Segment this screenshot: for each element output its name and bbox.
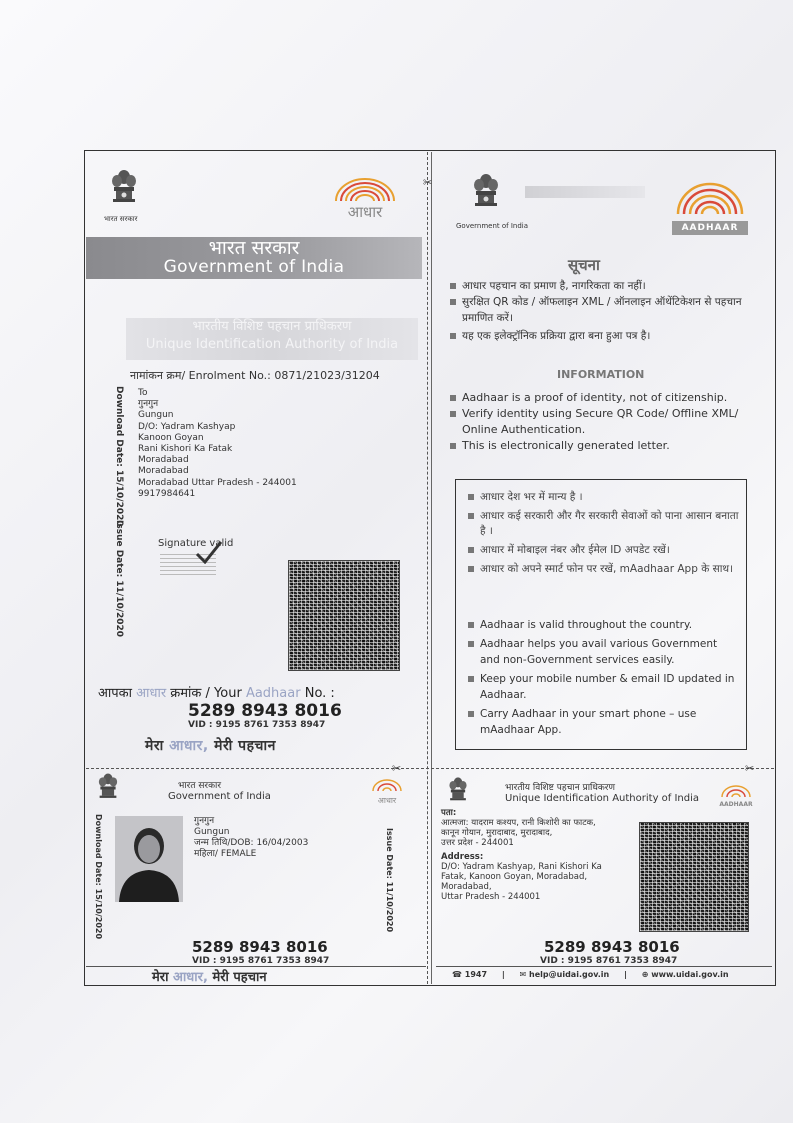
- notice-list-hindi: [450, 278, 760, 344]
- info-item: This is electronically generated letter.: [450, 438, 765, 454]
- information-list: [450, 390, 765, 454]
- holder-name-hindi: गुनगुन: [194, 816, 215, 826]
- notice-item: आधार पहचान का प्रमाण है, नागरिकता का नहीं।: [450, 278, 760, 294]
- enrolment-line: नामांकन क्रम/ Enrolment No.: 0871/21023/31204: [130, 369, 380, 382]
- aadhaar-fingerprint-icon: [330, 176, 400, 202]
- gov-english: Government of India: [163, 257, 345, 277]
- card-uidai-hindi: भारतीय विशिष्ट पहचान प्राधिकरण: [505, 783, 615, 793]
- benefits-list-hindi: [468, 490, 740, 577]
- redacted-text: [525, 186, 645, 198]
- benefit-item: आधार को अपने स्मार्ट फोन पर रखें, mAadhaar App के साथ।: [468, 562, 740, 577]
- card-gov-hindi: भारत सरकार: [178, 781, 222, 791]
- aadhaar-fingerprint-icon: [672, 180, 748, 216]
- address-line: D/O: Yadram Kashyap, Rani Kishori Ka: [441, 862, 602, 872]
- national-emblem-icon: [472, 172, 502, 214]
- vertical-cut-line: [427, 152, 428, 984]
- phone-icon: ☎: [452, 970, 462, 979]
- emblem-caption: Government of India: [456, 222, 529, 230]
- card-vid-number: VID : 9195 8761 7353 8947: [192, 956, 330, 966]
- enrolment-number: 0871/21023/31204: [274, 369, 380, 382]
- card-vid-number: VID : 9195 8761 7353 8947: [540, 956, 678, 966]
- address-line: Kanoon Goyan: [138, 432, 204, 443]
- tagline: मेरा आधार, मेरी पहचान: [145, 738, 276, 754]
- benefit-item: आधार में मोबाइल नंबर और ईमेल ID अपडेट रखें।: [468, 543, 740, 558]
- address-line: उत्तर प्रदेश - 244001: [441, 838, 514, 848]
- holder-dob: जन्म तिथि/DOB: 16/04/2003: [194, 838, 309, 848]
- holder-details: [194, 816, 308, 860]
- national-emblem-icon: [448, 776, 478, 806]
- government-band: [86, 237, 422, 279]
- uidai-english: Unique Identification Authority of India: [145, 337, 399, 352]
- aadhaar-logo: AADHAAR: [672, 180, 748, 246]
- scissor-icon: ✂: [423, 176, 433, 189]
- card-aadhaar-logo: AADHAAR: [716, 782, 756, 808]
- national-emblem-icon: [110, 168, 140, 210]
- card-aadhaar-number: 5289 8943 8016: [544, 938, 680, 956]
- email-icon: ✉: [519, 970, 527, 979]
- checkmark-icon: [195, 540, 223, 568]
- benefits-list-english: [468, 617, 740, 738]
- download-date: Download Date: 15/10/2020: [114, 386, 124, 527]
- issue-date: Issue Date: 11/10/2020: [114, 520, 124, 638]
- info-item: Verify identity using Secure QR Code/ Offline XML/ Online Authentication.: [450, 406, 765, 438]
- notice-item: सुरक्षित QR कोड / ऑफलाइन XML / ऑनलाइन ऑथेंटिकेशन से पहचान प्रमाणित करें।: [450, 294, 760, 326]
- notice-title-hindi: सूचना: [568, 256, 600, 274]
- vertical-divider: [431, 152, 432, 984]
- globe-icon: ⊕: [641, 970, 649, 979]
- card-gov-english: Government of India: [168, 791, 271, 802]
- benefit-item: Carry Aadhaar in your smart phone – use mAadhaar App.: [468, 706, 740, 738]
- holder-name: Gungun: [194, 827, 230, 837]
- website: www.uidai.gov.in: [651, 970, 729, 979]
- card-download-date: Download Date: 15/10/2020: [94, 814, 103, 940]
- card-aadhaar-number: 5289 8943 8016: [192, 938, 328, 956]
- contact-footer: ☎ 1947 | ✉ help@uidai.gov.in | ⊕ www.uidai.gov.in: [452, 970, 729, 979]
- gov-hindi: भारत सरकार: [208, 237, 300, 259]
- address-line: Gungun: [138, 410, 174, 421]
- card-address-english: Address: D/O: Yadram Kashyap, Rani Kishori Ka Fatak, Kanoon Goyan, Moradabad, Moradabad, Uttar Pradesh - 244001: [441, 852, 602, 902]
- uidai-hindi: भारतीय विशिष्ट पहचान प्राधिकरण: [192, 319, 352, 334]
- national-emblem-icon: [97, 772, 127, 804]
- help-email: help@uidai.gov.in: [529, 970, 610, 979]
- address-line: To: [138, 388, 148, 398]
- card-address-hindi: पता: आत्मजा: यादराम कश्यप, रानी किशोरी का फाटक, कानून गोयान, मुरादाबाद, मुरादाबाद, उत्तर प्रदेश - 244001: [441, 808, 596, 848]
- benefit-item: Keep your mobile number & email ID updated in Aadhaar.: [468, 671, 740, 703]
- benefit-item: आधार देश भर में मान्य है ।: [468, 490, 740, 505]
- address-line: आत्मजा: यादराम कश्यप, रानी किशोरी का फाटक,: [441, 818, 596, 828]
- address-line: Moradabad: [138, 466, 189, 477]
- notice-item: यह एक इलेक्ट्रॉनिक प्रक्रिया द्वारा बना हुआ पत्र है।: [450, 328, 760, 344]
- address-line: Moradabad: [138, 455, 189, 466]
- card-footer-divider: [436, 966, 772, 967]
- mobile-number: 9917984641: [138, 488, 196, 499]
- card-aadhaar-logo: आधार: [370, 776, 404, 806]
- holder-gender: महिला/ FEMALE: [194, 849, 257, 859]
- signature-valid: Signature valid: [158, 538, 234, 549]
- scissor-icon: ✂: [392, 762, 402, 775]
- vid-number: VID : 9195 8761 7353 8947: [188, 720, 326, 730]
- helpline-number: 1947: [464, 970, 488, 979]
- card-tagline: मेरा आधार, मेरी पहचान: [152, 970, 267, 985]
- address-line: कानून गोयान, मुरादाबाद, मुरादाबाद,: [441, 828, 553, 838]
- your-aadhaar-no-label: आपका आधार क्रमांक / Your Aadhaar No. :: [98, 686, 335, 701]
- address-line: D/O: Yadram Kashyap: [138, 421, 236, 432]
- card-uidai-english: Unique Identification Authority of India: [505, 793, 700, 804]
- recipient-address: [138, 388, 297, 500]
- aadhaar-logo: आधार: [330, 176, 400, 216]
- scissor-icon: ✂: [745, 762, 755, 775]
- address-line: Moradabad,: [441, 882, 492, 892]
- address-line: गुनगुन: [138, 399, 159, 410]
- uidai-band: [126, 318, 418, 360]
- horizontal-cut-line: [86, 768, 774, 769]
- benefit-item: आधार कई सरकारी और गैर सरकारी सेवाओं को पाना आसान बनाता है ।: [468, 509, 740, 539]
- holder-photo: [115, 816, 183, 902]
- aadhaar-number: 5289 8943 8016: [188, 701, 342, 721]
- benefit-item: Aadhaar is valid throughout the country.: [468, 617, 740, 633]
- aadhaar-fingerprint-icon: [719, 785, 753, 797]
- card-issue-date: Issue Date: 11/10/2020: [385, 828, 394, 933]
- card-qr-code: [639, 822, 749, 932]
- aadhaar-fingerprint-icon: [371, 779, 403, 791]
- information-title: INFORMATION: [557, 368, 645, 381]
- info-item: Aadhaar is a proof of identity, not of citizenship.: [450, 390, 765, 406]
- address-line: Uttar Pradesh - 244001: [441, 892, 541, 902]
- qr-code: [288, 560, 400, 671]
- address-line: Rani Kishori Ka Fatak: [138, 444, 233, 455]
- address-line: Fatak, Kanoon Goyan, Moradabad,: [441, 872, 588, 882]
- address-line: Moradabad Uttar Pradesh - 244001: [138, 477, 297, 488]
- emblem-caption: भारत सरकार: [104, 215, 138, 223]
- benefit-item: Aadhaar helps you avail various Government and non-Government services easily.: [468, 636, 740, 668]
